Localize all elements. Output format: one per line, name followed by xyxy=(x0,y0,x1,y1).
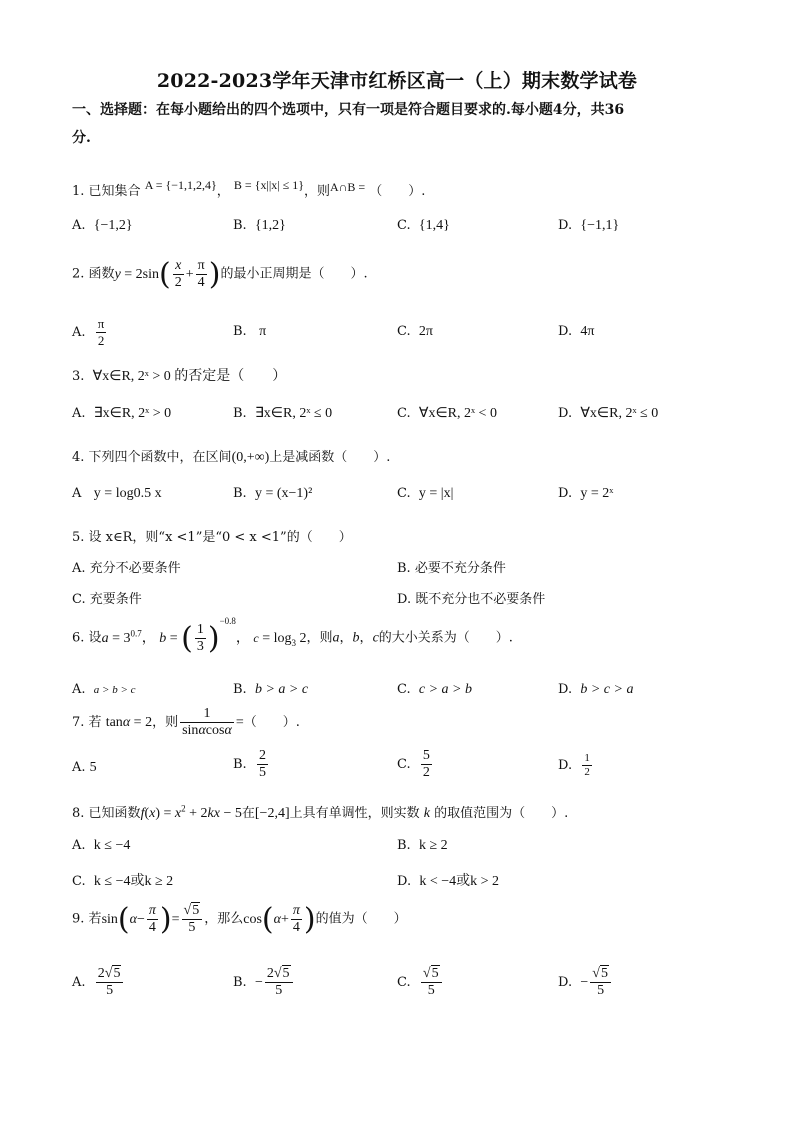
q8-option-a: A. k ≤ −4 xyxy=(72,838,131,853)
function-formula: y = 2sin( $\frac{x}{2}$ + $\frac{\pi}{4}$ ) xyxy=(114,256,221,292)
q3-option-c: C. ∀x∈R, 2ˣ < 0 xyxy=(397,406,497,421)
q6-option-c: C. c > a > b xyxy=(397,682,472,697)
question-9: 9. 若sin(α− $\frac{\pi}{4}$ )= $\frac{√5}{5}$ ，那么cos(α+ $\frac{\pi}{4}$ )的值为（ ） xyxy=(72,901,407,937)
q8-option-b: B. k ≥ 2 xyxy=(397,838,448,853)
q7-option-b: B. $\frac{2}{5}$ xyxy=(233,748,266,780)
q5-option-b: B. 必要不充分条件 xyxy=(397,561,506,576)
q1-option-d: D. {−1,1} xyxy=(558,218,620,233)
q4-option-a: A y = log0.5 x xyxy=(72,486,162,501)
section-heading-line2: 分. xyxy=(72,130,91,146)
question-3: 3. ∀x∈R, 2ˣ > 0 的否定是（ ） xyxy=(72,369,287,384)
q1-option-a: A. {−1,2} xyxy=(72,218,133,233)
q2-option-d: D. 4π xyxy=(558,324,595,339)
q7-option-a: A. 5 xyxy=(72,760,97,775)
question-1: 1. 已知集合 A = {−1,1,2,4}， B = {x||x| ≤ 1}，则A∩B = （ ）. xyxy=(72,178,426,199)
q9-option-d: D. − $\frac{√5}{5}$ xyxy=(558,966,613,999)
q4-option-b: B. y = (x−1)² xyxy=(233,486,313,501)
question-8: 8. 已知函数$f(x) = x^2 + 2kx - 5$在[−2,4]上具有单调性，则实数 k 的取值范围为（ ）. xyxy=(72,803,569,821)
q6-option-d: D. b > c > a xyxy=(558,682,634,697)
q2-option-c: C. 2π xyxy=(397,324,433,339)
q3-option-d: D. ∀x∈R, 2ˣ ≤ 0 xyxy=(558,406,659,421)
q3-option-a: A. ∃x∈R, 2ˣ > 0 xyxy=(72,406,172,421)
q9-option-b: B. − $\frac{2√5}{5}$ xyxy=(233,966,295,999)
question-4: 4. 下列四个函数中，在区间(0,+∞)上是减函数（ ）. xyxy=(72,450,391,465)
q6-option-a: A. a > b > c xyxy=(72,682,136,697)
q6-definitions: $a = 3^{0.7}$， b = ( $\frac{1}{3}$ )$^{-0.8}$， $c = \log_3 2$ xyxy=(101,616,307,656)
question-2: 2. 函数y = 2sin( $\frac{x}{2}$ + $\frac{\pi}{4}$ )的最小正周期是（ ）. xyxy=(72,256,368,292)
set-b-definition: B = {x||x| ≤ 1} xyxy=(233,178,305,192)
q2-option-a: A. $\frac{\pi}{2}$ xyxy=(72,316,105,348)
q7-option-c: C. $\frac{5}{2}$ xyxy=(397,748,430,780)
q8-option-c: C. k ≤ −4或k ≥ 2 xyxy=(72,874,174,889)
question-6: 6. 设$a = 3^{0.7}$， b = ( $\frac{1}{3}$ )$^{-0.8}$， $c = \log_3 2$，则a，b，c的大小关系为（ ）. xyxy=(72,616,513,656)
q6-option-b: B. b > a > c xyxy=(233,682,309,697)
q4-option-d: D. y = 2ˣ xyxy=(558,486,614,501)
section-heading-line1: 一、选择题：在每小题给出的四个选项中，只有一项是符合题目要求的.每小题4分，共36 xyxy=(72,102,625,118)
question-5: 5. 设 x∈R，则“x <1”是“0 < x <1”的（ ） xyxy=(72,530,352,545)
q5-option-d: D. 既不充分也不必要条件 xyxy=(397,592,546,607)
q3-option-b: B. ∃x∈R, 2ˣ ≤ 0 xyxy=(233,406,333,421)
q5-option-c: C. 充要条件 xyxy=(72,592,142,607)
page-title: 2022-2023学年天津市红桥区高一（上）期末数学试卷 xyxy=(156,70,638,92)
q1-option-c: C. {1,4} xyxy=(397,218,450,233)
q9-option-c: C. $\frac{√5}{5}$ xyxy=(397,966,444,999)
q8-option-d: D. k < −4或k > 2 xyxy=(397,874,500,889)
q9-option-a: A. $\frac{2√5}{5}$ xyxy=(72,966,125,999)
q4-option-c: C. y = |x| xyxy=(397,486,454,501)
intersection-expression: A∩B = xyxy=(330,180,366,194)
q1-option-b: B. {1,2} xyxy=(233,218,286,233)
question-7: 7. 若 tanα = 2，则 $\frac{1}{\sin\alpha\cos\alpha}$ =（ ）. xyxy=(72,706,300,738)
q5-option-a: A. 充分不必要条件 xyxy=(72,561,181,576)
section-heading xyxy=(72,96,732,152)
q2-option-b: B. π xyxy=(233,324,267,339)
q7-option-d: D. $\frac{1}{2}$ xyxy=(558,752,590,778)
set-a-definition: A = {−1,1,2,4} xyxy=(144,178,217,192)
